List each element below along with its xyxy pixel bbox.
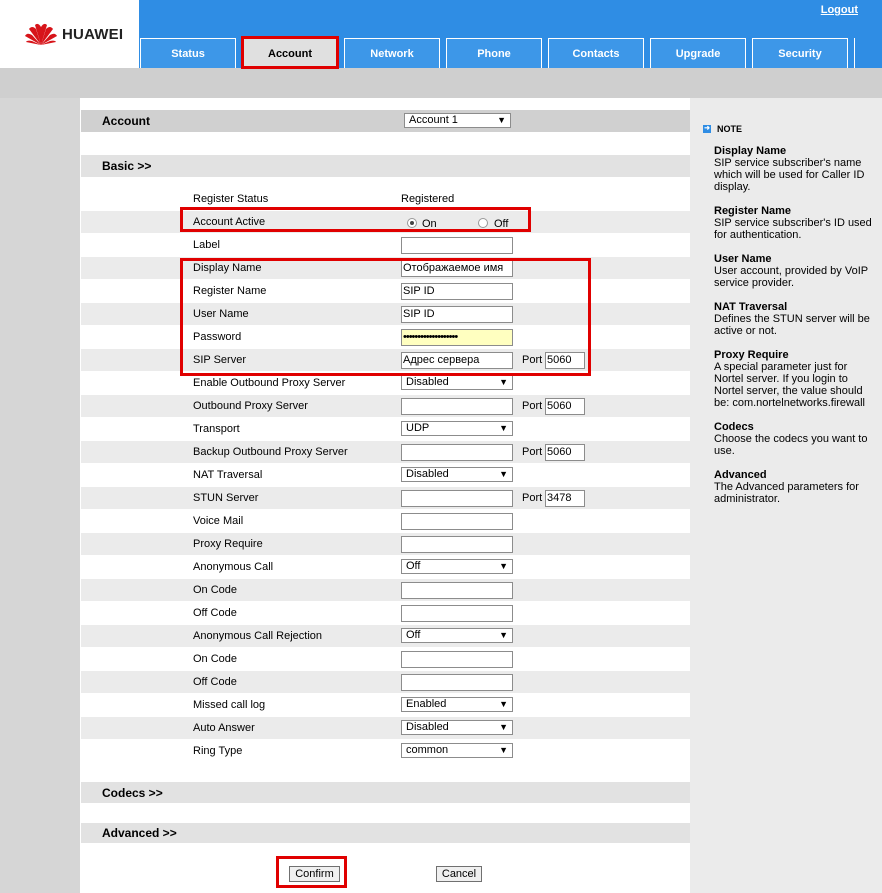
row-anonymous-call-rejection <box>81 625 690 647</box>
backup-outbound-proxy-port-label: Port <box>522 446 543 458</box>
display-name-input[interactable]: Отображаемое имя <box>401 260 513 277</box>
row-user-name <box>81 303 690 325</box>
note-item <box>714 301 874 337</box>
missed-call-log-select[interactable]: Enabled ▼ <box>401 697 513 712</box>
voice-mail-input[interactable] <box>401 513 513 530</box>
outbound-proxy-label: Outbound Proxy Server <box>193 400 308 412</box>
outbound-proxy-input[interactable] <box>401 398 513 415</box>
ring-type-label: Ring Type <box>193 745 243 757</box>
backup-outbound-proxy-label: Backup Outbound Proxy Server <box>193 446 348 458</box>
huawei-petals-icon <box>24 21 58 47</box>
note-item <box>714 205 874 241</box>
brand-name: HUAWEI <box>62 25 124 43</box>
tab-phone[interactable]: Phone <box>446 38 542 68</box>
account-active-label: Account Active <box>193 216 266 228</box>
account-select[interactable]: Account 1 ▼ <box>404 113 511 128</box>
note-item <box>714 349 874 409</box>
note-item-text: Defines the STUN server will be active or not. <box>714 313 870 337</box>
tab-network[interactable]: Network <box>344 38 440 68</box>
stun-server-label: STUN Server <box>193 492 259 504</box>
row-proxy-require <box>81 533 690 555</box>
section-basic[interactable] <box>81 155 690 177</box>
note-item <box>714 253 874 289</box>
note-item <box>714 145 874 193</box>
password-label: Password <box>193 331 242 343</box>
account-active-on-radio[interactable] <box>407 218 417 228</box>
anonymous-call-rejection-select[interactable]: Off ▼ <box>401 628 513 643</box>
label-input[interactable] <box>401 237 513 254</box>
note-item <box>714 421 874 457</box>
auto-answer-label: Auto Answer <box>193 722 255 734</box>
missed-call-log-label: Missed call log <box>193 699 266 711</box>
user-name-label: User Name <box>193 308 249 320</box>
proxy-require-input[interactable] <box>401 536 513 553</box>
tab-divider <box>854 38 862 68</box>
notes-list <box>714 145 874 517</box>
tab-account[interactable]: Account <box>242 38 338 68</box>
rej-off-code-input[interactable] <box>401 674 513 691</box>
note-item <box>714 469 874 505</box>
note-item-title: Codecs <box>714 421 754 433</box>
row-ring-type <box>81 740 690 762</box>
note-item-title: Proxy Require <box>714 349 789 361</box>
confirm-button[interactable]: Confirm <box>289 866 340 882</box>
row-enable-outbound-proxy <box>81 372 690 394</box>
cancel-button[interactable]: Cancel <box>436 866 482 882</box>
password-input[interactable]: ••••••••••••••••••• <box>401 329 513 346</box>
stun-server-port-input[interactable]: 3478 <box>545 490 585 507</box>
rej-on-code-label: On Code <box>193 653 238 665</box>
sip-server-label: SIP Server <box>193 354 246 366</box>
row-backup-outbound-proxy <box>81 441 690 463</box>
row-rej-on-code <box>81 648 690 670</box>
register-status-label: Register Status <box>193 193 269 205</box>
note-item-title: User Name <box>714 253 772 265</box>
note-item-text: The Advanced parameters for administrator. <box>714 481 859 505</box>
row-voice-mail <box>81 510 690 532</box>
enable-outbound-proxy-label: Enable Outbound Proxy Server <box>193 377 346 389</box>
backup-outbound-proxy-port-input[interactable]: 5060 <box>545 444 585 461</box>
nat-traversal-label: NAT Traversal <box>193 469 263 481</box>
enable-outbound-proxy-select[interactable]: Disabled ▼ <box>401 375 513 390</box>
anon-on-code-label: On Code <box>193 584 238 596</box>
label-label: Label <box>193 239 220 251</box>
stun-server-port-label: Port <box>522 492 543 504</box>
rej-on-code-input[interactable] <box>401 651 513 668</box>
row-label <box>81 234 690 256</box>
section-codecs[interactable] <box>81 782 690 803</box>
tab-security[interactable]: Security <box>752 38 848 68</box>
row-missed-call-log <box>81 694 690 716</box>
note-item-title: Display Name <box>714 145 787 157</box>
register-name-input[interactable]: SIP ID <box>401 283 513 300</box>
sip-server-port-label: Port <box>522 354 543 366</box>
proxy-require-label: Proxy Require <box>193 538 263 550</box>
anonymous-call-label: Anonymous Call <box>193 561 274 573</box>
user-name-input[interactable]: SIP ID <box>401 306 513 323</box>
note-item-text: User account, provided by VoIP service provider. <box>714 265 868 289</box>
anon-off-code-input[interactable] <box>401 605 513 622</box>
anonymous-call-rejection-label: Anonymous Call Rejection <box>193 630 323 642</box>
row-nat-traversal <box>81 464 690 486</box>
account-bar <box>81 110 690 132</box>
rej-off-code-label: Off Code <box>193 676 237 688</box>
transport-label: Transport <box>193 423 240 435</box>
main-tabs <box>140 38 862 68</box>
tab-contacts[interactable]: Contacts <box>548 38 644 68</box>
logout-link[interactable]: Logout <box>820 4 858 16</box>
backup-outbound-proxy-input[interactable] <box>401 444 513 461</box>
auto-answer-select[interactable]: Disabled ▼ <box>401 720 513 735</box>
row-anonymous-call <box>81 556 690 578</box>
row-rej-off-code <box>81 671 690 693</box>
outbound-proxy-port-input[interactable]: 5060 <box>545 398 585 415</box>
ring-type-select[interactable]: common ▼ <box>401 743 513 758</box>
note-title: NOTE <box>717 124 743 134</box>
account-active-off-label: Off <box>494 218 509 230</box>
note-item-text: SIP service subscriber's name which will be used for Caller ID display. <box>714 157 865 193</box>
transport-select[interactable]: UDP ▼ <box>401 421 513 436</box>
row-account-active <box>81 211 690 233</box>
row-display-name <box>81 257 690 279</box>
sip-server-port-input[interactable]: 5060 <box>545 352 585 369</box>
account-active-off-radio[interactable] <box>478 218 488 228</box>
voice-mail-label: Voice Mail <box>193 515 244 527</box>
note-item-title: Advanced <box>714 469 767 481</box>
row-password <box>81 326 690 348</box>
huawei-logo <box>0 0 139 68</box>
note-arrow-icon: ➜ <box>704 125 710 132</box>
display-name-label: Display Name <box>193 262 262 274</box>
register-name-label: Register Name <box>193 285 267 297</box>
note-heading <box>703 124 742 134</box>
row-auto-answer <box>81 717 690 739</box>
left-margin <box>0 98 80 893</box>
section-advanced-label: Advanced >> <box>102 826 177 840</box>
anon-off-code-label: Off Code <box>193 607 237 619</box>
tab-status[interactable]: Status <box>140 38 236 68</box>
row-register-status <box>81 188 690 210</box>
account-label: Account <box>102 114 150 128</box>
top-header <box>0 0 882 70</box>
outbound-proxy-port-label: Port <box>522 400 543 412</box>
anonymous-call-select[interactable]: Off ▼ <box>401 559 513 574</box>
row-transport <box>81 418 690 440</box>
account-active-on-label: On <box>422 218 437 230</box>
note-item-title: NAT Traversal <box>714 301 788 313</box>
nat-traversal-select[interactable]: Disabled ▼ <box>401 467 513 482</box>
note-item-text: Choose the codecs you want to use. <box>714 433 868 457</box>
row-sip-server <box>81 349 690 371</box>
anon-on-code-input[interactable] <box>401 582 513 599</box>
row-outbound-proxy <box>81 395 690 417</box>
row-register-name <box>81 280 690 302</box>
section-basic-label: Basic >> <box>102 159 152 173</box>
note-item-title: Register Name <box>714 205 792 217</box>
tab-upgrade[interactable]: Upgrade <box>650 38 746 68</box>
section-advanced[interactable] <box>81 823 690 843</box>
stun-server-input[interactable] <box>401 490 513 507</box>
sip-server-input[interactable]: Адрес сервера <box>401 352 513 369</box>
row-stun-server <box>81 487 690 509</box>
note-item-text: SIP service subscriber's ID used for authentication. <box>714 217 872 241</box>
section-codecs-label: Codecs >> <box>102 785 163 800</box>
note-item-text: A special parameter just for Nortel server. If you login to Nortel server, the value should be: com.nortelnetworks.firewall <box>714 361 866 409</box>
row-anon-off-code <box>81 602 690 624</box>
gray-band <box>0 68 882 98</box>
register-status-value: Registered <box>401 193 455 205</box>
row-anon-on-code <box>81 579 690 601</box>
